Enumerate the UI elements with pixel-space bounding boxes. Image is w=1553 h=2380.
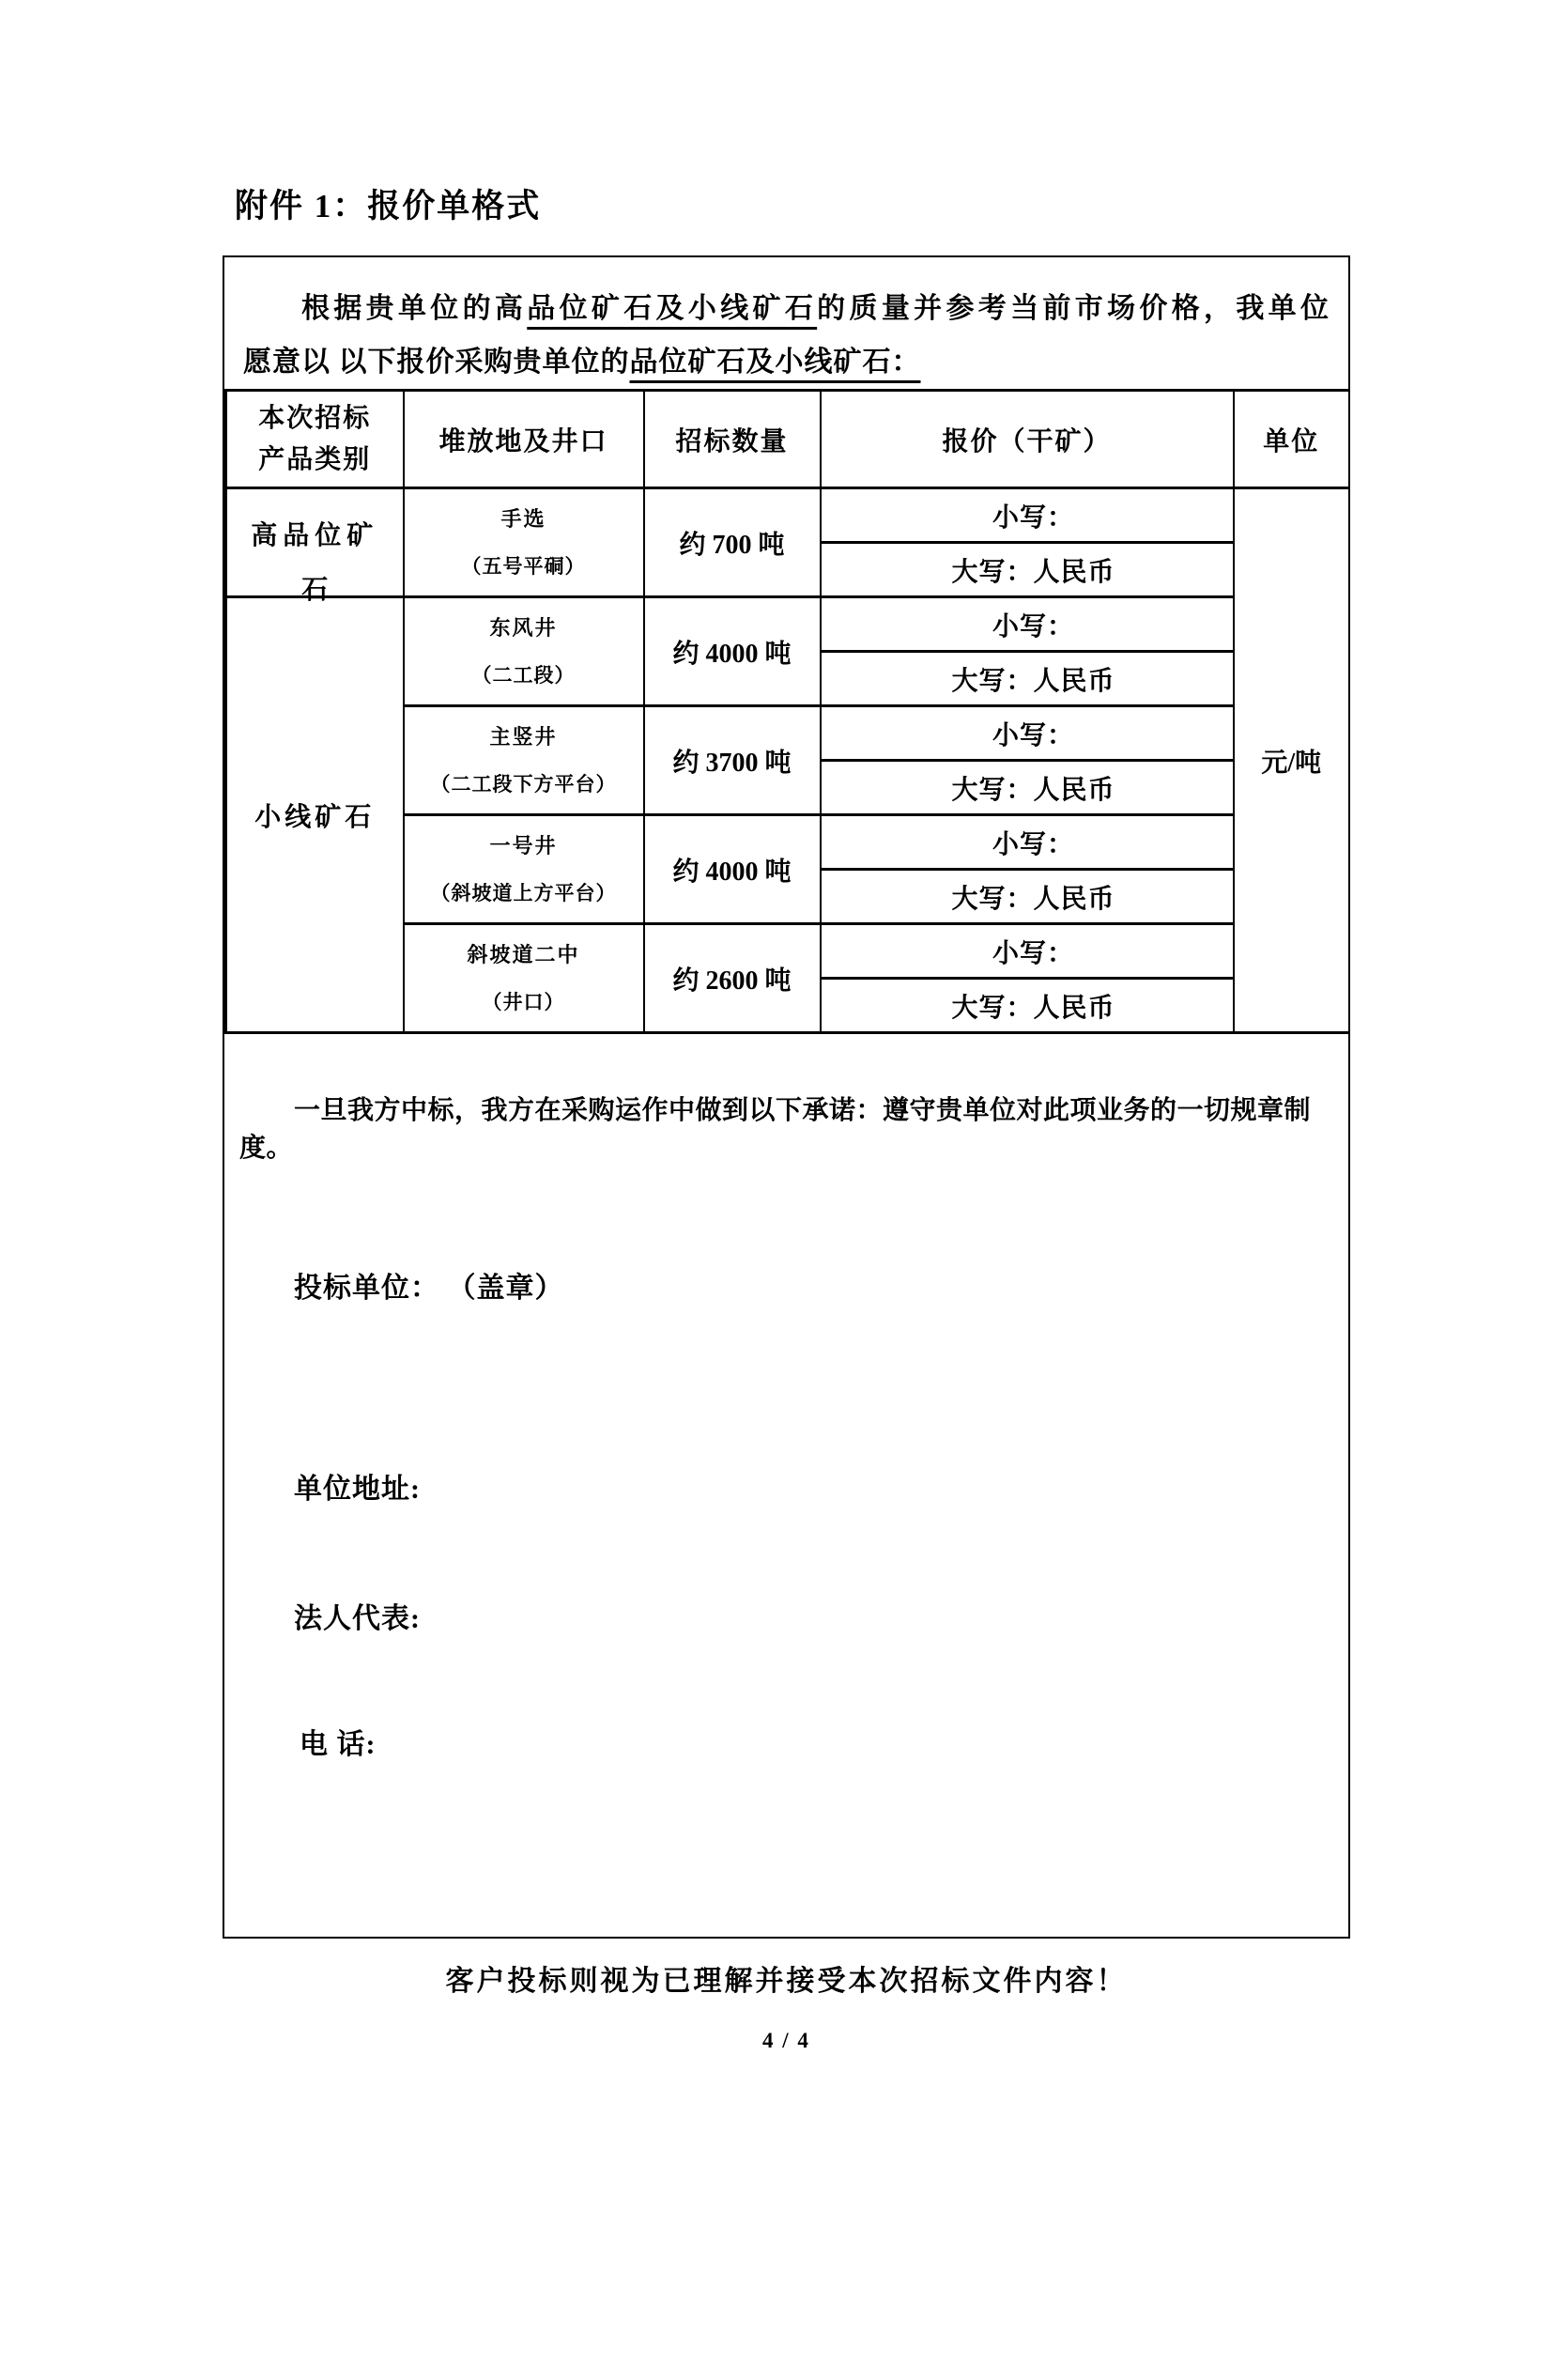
quantity-cell: 约 4000 吨 <box>644 815 821 924</box>
intro-line-2 <box>243 335 1330 389</box>
price-lower-cell: 小写： <box>821 706 1234 761</box>
location-cell: 手选 （五号平硐） <box>404 488 644 597</box>
price-upper-cell: 大写：人民币 <box>821 761 1234 815</box>
category-cell-high-grade: 高品位矿 石 <box>226 488 404 597</box>
intro-text: 的质量并参考当前市场价格，我单位 <box>817 293 1330 324</box>
header-quantity: 招标数量 <box>644 391 821 488</box>
document-page <box>0 183 1553 2380</box>
quantity-cell: 约 700 吨 <box>644 488 821 597</box>
page-bottom <box>223 1957 1350 2053</box>
price-upper-cell: 大写：人民币 <box>821 979 1234 1033</box>
price-lower-cell: 小写： <box>821 815 1234 870</box>
intro-text: 根据贵单位的高 <box>301 293 528 324</box>
location-cell: 东风井 （二工段） <box>404 597 644 706</box>
intro-underlined-text: 品位矿石及小线矿石： <box>629 347 921 378</box>
bidder-unit-label: 投标单位： （盖章） <box>294 1273 564 1304</box>
footer-note: 客户投标则视为已理解并接受本次招标文件内容！ <box>445 1966 1128 1997</box>
commitment-paragraph: 一旦我方中标，我方在采购运作中做到以下承诺：遵守贵单位对此项业务的一切规章制度。 <box>239 1096 1312 1163</box>
table-header-row <box>226 391 1350 488</box>
location-cell: 主竖井 （二工段下方平台） <box>404 706 644 815</box>
price-lower-cell: 小写： <box>821 924 1234 979</box>
unit-cell: 元/吨 <box>1234 488 1350 1033</box>
phone-label: 电 话: <box>300 1729 377 1760</box>
intro-underlined-text: 品位矿石及小线矿石 <box>527 293 818 324</box>
legal-rep-label: 法人代表: <box>294 1603 421 1634</box>
intro-text: 愿意以 以下报价采购贵单位的 <box>243 347 630 378</box>
unit-address-label: 单位地址: <box>294 1474 421 1505</box>
header-location: 堆放地及井口 <box>404 391 644 488</box>
category-cell-small-line: 小线矿石 <box>226 597 404 1033</box>
quotation-form-box <box>223 255 1350 1939</box>
location-cell: 一号井 （斜坡道上方平台） <box>404 815 644 924</box>
table-row <box>226 597 1350 652</box>
header-unit: 单位 <box>1234 391 1350 488</box>
attachment-title: 附件 1：报价单格式 <box>235 188 542 224</box>
quotation-table <box>224 389 1350 1034</box>
price-lower-cell: 小写： <box>821 597 1234 652</box>
intro-paragraph <box>243 282 1330 389</box>
location-cell: 斜坡道二中 （井口） <box>404 924 644 1033</box>
intro-line-1 <box>243 282 1330 335</box>
price-lower-cell: 小写： <box>821 488 1234 543</box>
price-upper-cell: 大写：人民币 <box>821 652 1234 706</box>
price-upper-cell: 大写：人民币 <box>821 543 1234 597</box>
quantity-cell: 约 3700 吨 <box>644 706 821 815</box>
table-row <box>226 488 1350 543</box>
quantity-cell: 约 2600 吨 <box>644 924 821 1033</box>
price-upper-cell: 大写：人民币 <box>821 870 1234 924</box>
header-price: 报价（干矿） <box>821 391 1234 488</box>
page-number: 4 / 4 <box>762 2029 810 2052</box>
header-product-category: 本次招标 产品类别 <box>226 391 404 488</box>
quantity-cell: 约 4000 吨 <box>644 597 821 706</box>
